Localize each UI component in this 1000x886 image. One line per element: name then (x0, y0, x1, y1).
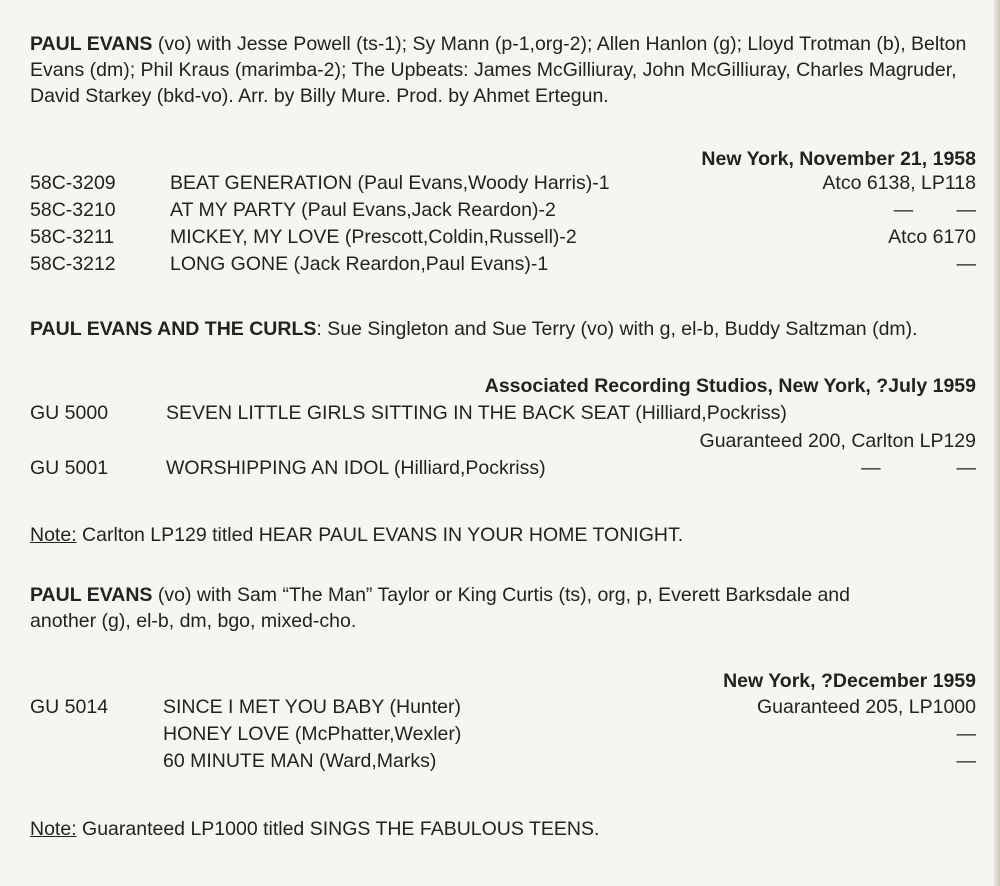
page-edge-shadow (994, 0, 1000, 886)
issue-number: Guaranteed 205, LP1000 (756, 696, 976, 718)
track-row (30, 172, 976, 198)
issue-number: — — (861, 457, 976, 479)
matrix-number: GU 5014 (30, 696, 109, 718)
track-row (30, 457, 976, 483)
section2-artist: PAUL EVANS AND THE CURLS (30, 318, 317, 340)
section3-session: New York, ?December 1959 (723, 670, 976, 692)
track-title: MICKEY, MY LOVE (Prescott,Coldin,Russell)-2 (170, 226, 577, 248)
track-title: SINCE I MET YOU BABY (Hunter) (163, 696, 462, 718)
section1-session: New York, November 21, 1958 (701, 148, 976, 170)
track-title: SEVEN LITTLE GIRLS SITTING IN THE BACK SEAT (Hilliard,Pockriss) (166, 402, 787, 424)
track-title: LONG GONE (Jack Reardon,Paul Evans)-1 (170, 253, 549, 275)
track-title: 60 MINUTE MAN (Ward,Marks) (163, 750, 437, 772)
note-text: Carlton LP129 titled HEAR PAUL EVANS IN YOUR HOME TONIGHT. (76, 524, 684, 546)
issue-number: Atco 6138, LP118 (822, 172, 976, 194)
issue-number: — (956, 253, 976, 275)
matrix-number: 58C-3212 (30, 253, 116, 275)
track-row (30, 723, 976, 749)
issue-number: — — (893, 199, 976, 221)
note-label: Note: (30, 818, 77, 840)
note-text: Guaranteed LP1000 titled SINGS THE FABULOUS TEENS. (76, 818, 600, 840)
track-title: WORSHIPPING AN IDOL (Hilliard,Pockriss) (166, 457, 546, 479)
section1-header (30, 31, 976, 109)
track-row (30, 696, 976, 722)
section2-note (30, 522, 976, 548)
track-row (30, 253, 976, 279)
track-row (30, 750, 976, 776)
track-row (30, 226, 976, 252)
issue-number: — (956, 750, 976, 772)
section1-artist: PAUL EVANS (30, 33, 153, 55)
track-title: AT MY PARTY (Paul Evans,Jack Reardon)-2 (170, 199, 556, 221)
issue-row (30, 430, 976, 456)
matrix-number: GU 5000 (30, 402, 109, 424)
section2-personnel: : Sue Singleton and Sue Terry (vo) with g, el-b, Buddy Saltzman (dm). (316, 318, 918, 340)
track-title: HONEY LOVE (McPhatter,Wexler) (163, 723, 462, 745)
section3-header (30, 582, 900, 634)
section3-personnel: (vo) with Sam “The Man” Taylor or King Curtis (ts), org, p, Everett Barksdale and another (g), el-b, dm, bgo, mixed-cho. (30, 584, 850, 632)
issue-number: Atco 6170 (888, 226, 976, 248)
issue-number: Guaranteed 200, Carlton LP129 (699, 430, 976, 452)
matrix-number: GU 5001 (30, 457, 109, 479)
section3-artist: PAUL EVANS (30, 584, 153, 606)
section2-session: Associated Recording Studios, New York, ?July 1959 (484, 375, 976, 397)
section2-header (30, 316, 976, 342)
track-row (30, 402, 976, 428)
issue-number: — (956, 723, 976, 745)
matrix-number: 58C-3211 (30, 226, 115, 248)
section1-personnel: (vo) with Jesse Powell (ts-1); Sy Mann (p-1,org-2); Allen Hanlon (g); Lloyd Trotman (b), Belton Evans (dm); Phil Kraus (marimba-2); The Upbeats: James McGilliuray, John McGilliuray, Charles Magruder, David Starkey (bkd-vo). Arr. by Billy Mure. Prod. by Ahmet Ertegun. (30, 33, 967, 107)
track-title: BEAT GENERATION (Paul Evans,Woody Harris)-1 (170, 172, 610, 194)
note-label: Note: (30, 524, 77, 546)
track-row (30, 199, 976, 225)
matrix-number: 58C-3209 (30, 172, 116, 194)
section3-note (30, 816, 976, 842)
matrix-number: 58C-3210 (30, 199, 116, 221)
